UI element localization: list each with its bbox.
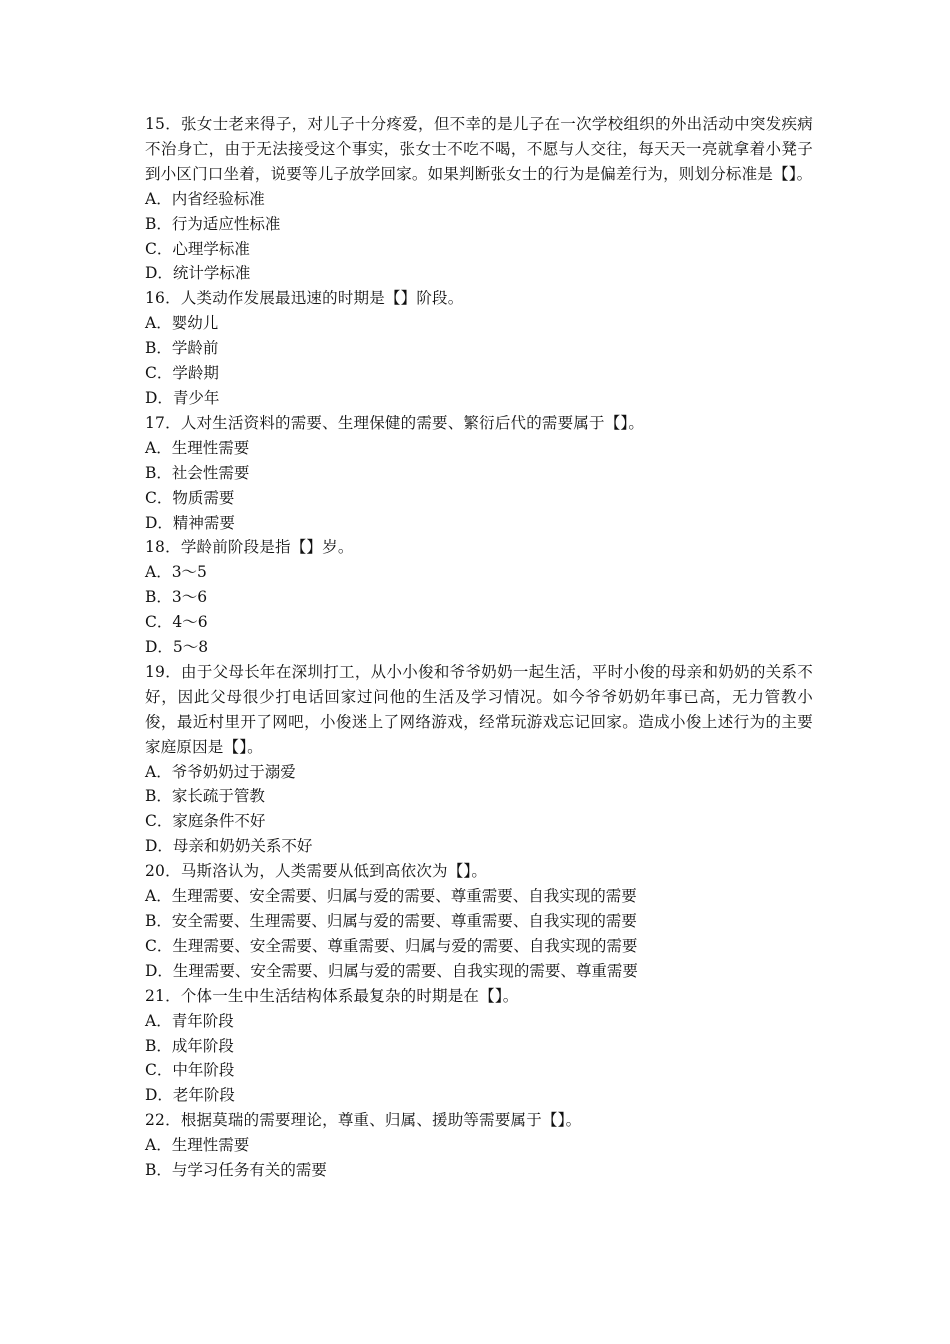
option-c: C．学龄期 — [145, 364, 219, 383]
question-stem: 15．张女士老来得子，对儿子十分疼爱，但不幸的是儿子在一次学校组织的外出活动中突发疾病不治身亡，由于无法接受这个事实，张女士不吃不喝，不愿与人交往，每天天一亮就拿着小凳子到小区门口坐着，说要等儿子放学回家。如果判断张女士的行为是偏差行为，则划分标准是【】。 — [145, 115, 813, 183]
option-b: B．与学习任务有关的需要 — [145, 1161, 327, 1180]
question-21 — [145, 984, 813, 1109]
option-d: D．精神需要 — [145, 513, 235, 532]
option-a: A．爷爷奶奶过于溺爱 — [145, 762, 296, 781]
option-a: A．青年阶段 — [145, 1011, 234, 1030]
question-22 — [145, 1108, 813, 1183]
option-b: B．行为适应性标准 — [145, 214, 281, 233]
option-d: D．老年阶段 — [145, 1086, 235, 1105]
option-b: B．社会性需要 — [145, 463, 250, 482]
option-b: B．家长疏于管教 — [145, 787, 265, 806]
option-b: B．安全需要、生理需要、归属与爱的需要、尊重需要、自我实现的需要 — [145, 912, 637, 930]
question-stem: 17．人对生活资料的需要、生理保健的需要、繁衍后代的需要属于【】。 — [145, 413, 645, 432]
option-d: D．母亲和奶奶关系不好 — [145, 837, 313, 856]
option-d: D．青少年 — [145, 388, 220, 407]
option-a: A．内省经验标准 — [145, 189, 265, 208]
document-page — [145, 112, 813, 1183]
option-d: D．生理需要、安全需要、归属与爱的需要、自我实现的需要、尊重需要 — [145, 961, 638, 980]
question-18 — [145, 535, 813, 660]
question-15 — [145, 112, 813, 286]
question-19 — [145, 660, 813, 859]
option-a: A．生理需要、安全需要、归属与爱的需要、尊重需要、自我实现的需要 — [145, 887, 637, 906]
option-c: C．物质需要 — [145, 488, 235, 507]
option-c: C．心理学标准 — [145, 239, 250, 258]
question-stem: 19．由于父母长年在深圳打工，从小小俊和爷爷奶奶一起生活，平时小俊的母亲和奶奶的关系不好，因此父母很少打电话回家过问他的生活及学习情况。如今爷爷奶奶年事已高，无力管教小俊，最近村里开了网吧，小俊迷上了网络游戏，经常玩游戏忘记回家。造成小俊上述行为的主要家庭原因是【】。 — [145, 662, 813, 756]
question-stem: 20．马斯洛认为，人类需要从低到高依次为【】。 — [145, 862, 488, 881]
option-a: A．婴幼儿 — [145, 314, 219, 333]
question-stem: 22．根据莫瑞的需要理论，尊重、归属、援助等需要属于【】。 — [145, 1111, 582, 1130]
question-17 — [145, 411, 813, 536]
question-20 — [145, 859, 813, 984]
question-stem: 21．个体一生中生活结构体系最复杂的时期是在【】。 — [145, 986, 519, 1005]
option-c: C．4～6 — [145, 613, 208, 632]
option-a: A．生理性需要 — [145, 1136, 250, 1155]
option-b: B．成年阶段 — [145, 1036, 234, 1055]
option-a: A．3～5 — [145, 563, 207, 582]
option-a: A．生理性需要 — [145, 438, 250, 457]
option-b: B．3～6 — [145, 588, 208, 607]
option-c: C．中年阶段 — [145, 1061, 235, 1080]
question-stem: 16．人类动作发展最迅速的时期是【】阶段。 — [145, 289, 464, 308]
option-d: D．统计学标准 — [145, 264, 251, 283]
question-16 — [145, 286, 813, 411]
option-d: D．5～8 — [145, 638, 209, 657]
question-stem: 18．学龄前阶段是指【】岁。 — [145, 538, 354, 557]
option-b: B．学龄前 — [145, 339, 219, 358]
option-c: C．家庭条件不好 — [145, 812, 266, 831]
option-c: C．生理需要、安全需要、尊重需要、归属与爱的需要、自我实现的需要 — [145, 936, 638, 955]
